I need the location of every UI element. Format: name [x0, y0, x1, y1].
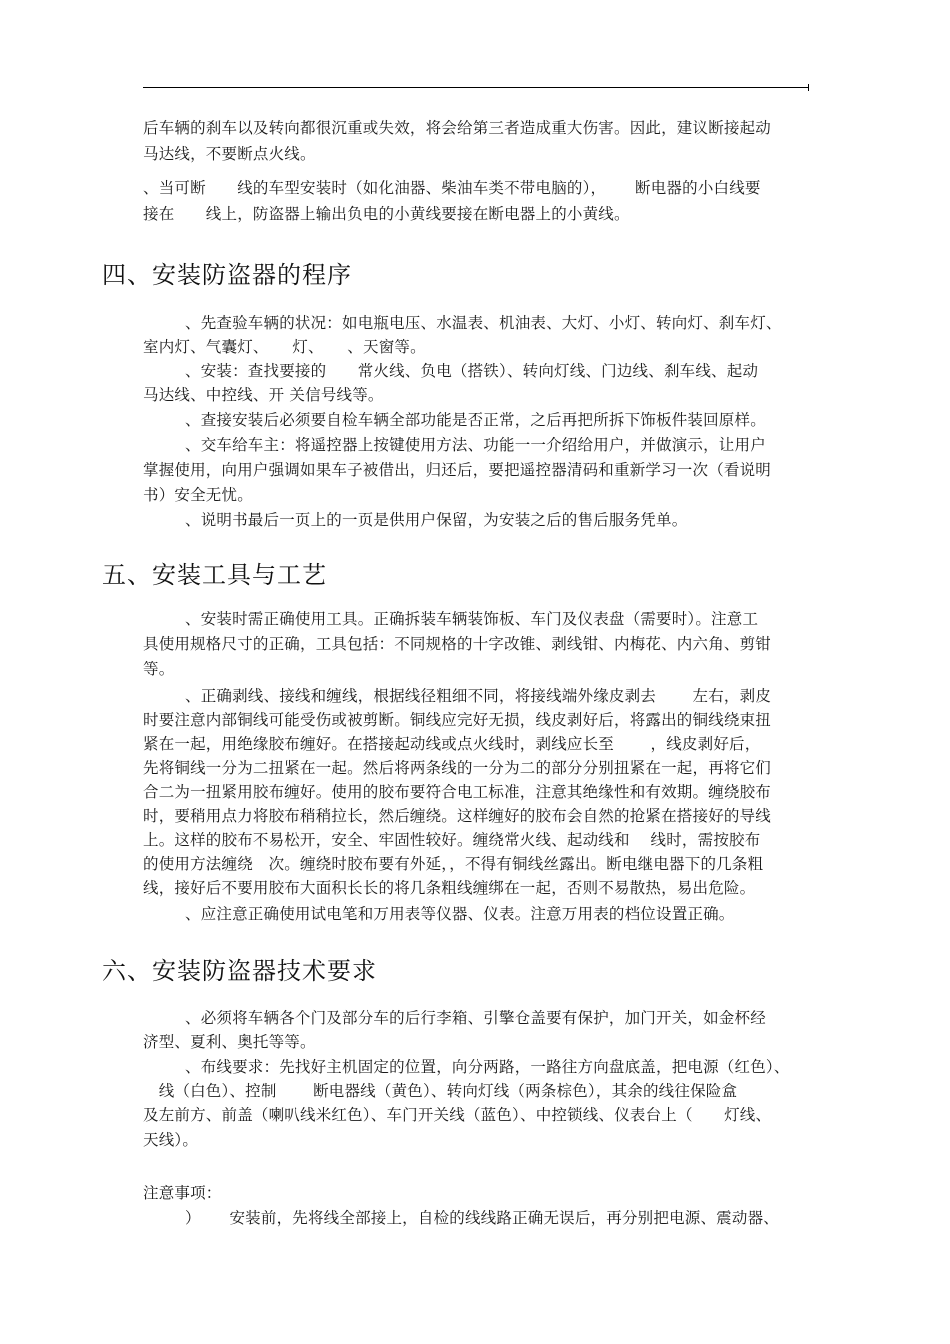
paragraph-line: 具使用规格尺寸的正确，工具包括：不同规格的十字改锥、剥线钳、内梅花、内六角、剪钳 [143, 635, 772, 653]
paragraph-line: 、应注意正确使用试电笔和万用表等仪器、仪表。注意万用表的档位设置正确。 [185, 905, 735, 923]
paragraph-line: 、先查验车辆的状况：如电瓶电压、水温表、机油表、大灯、小灯、转向灯、刹车灯、 [185, 314, 782, 332]
paragraph-line: 上。这样的胶布不易松开，安全、牢固性较好。缠绕常火线、起动线和 线时，需按胶布 [143, 831, 761, 849]
paragraph-line: 、布线要求：先找好主机固定的位置，向分两路，一路往方向盘底盖，把电源（红色）、 [185, 1058, 790, 1076]
paragraph-line: 室内灯、气囊灯、 灯、 、天窗等。 [143, 338, 426, 356]
paragraph-line: 掌握使用，向用户强调如果车子被借出，归还后，要把遥控器清码和重新学习一次（看说明 [143, 461, 772, 479]
paragraph-line: 紧在一起，用绝缘胶布缠好。在搭接起动线或点火线时，剥线应长至 ，线皮剥好后， [143, 735, 761, 753]
paragraph-line: 时要注意内部铜线可能受伤或被剪断。铜线应完好无损，线皮剥好后，将露出的铜线绕束扭 [143, 711, 772, 729]
paragraph-line: 、当可断 线的车型安装时（如化油器、柴油车类不带电脑的）， 断电器的小白线要 [143, 179, 761, 197]
paragraph-line: 、必须将车辆各个门及部分车的后行李箱、引擎仓盖要有保护，加门开关，如金杯经 [185, 1009, 766, 1027]
section-heading-4: 四、安装防盗器的程序 [102, 261, 352, 289]
paragraph-line: 、安装：查找要接的 常火线、负电（搭铁）、转向灯线、门边线、刹车线、起动 [185, 362, 759, 380]
paragraph-line: 等。 [143, 660, 175, 678]
paragraph-line: 及左前方、前盖（喇叭线米红色）、车门开关线（蓝色）、中控锁线、仪表台上（ 灯线、 [143, 1106, 772, 1124]
paragraph-line: 、交车给车主：将遥控器上按键使用方法、功能一一介绍给用户，并做演示，让用户 [185, 436, 766, 454]
paragraph-line: 、说明书最后一页上的一页是供用户保留，为安装之后的售后服务凭单。 [185, 511, 688, 529]
paragraph-line: 济型、夏利、奥托等等。 [143, 1033, 316, 1051]
paragraph-line: 后车辆的刹车以及转向都很沉重或失效，将会给第三者造成重大伤害。因此，建议断接起动 [143, 119, 772, 137]
header-rule [143, 87, 808, 88]
paragraph-line: 的使用方法缠绕 次。缠绕时胶布要有外延，，不得有铜线丝露出。断电继电器下的几条粗 [143, 855, 764, 873]
paragraph-line: 线，接好后不要用胶布大面积长长的将几条粗线缠绑在一起，否则不易散热，易出危险。 [143, 879, 756, 897]
paragraph-line: 时，要稍用点力将胶布稍稍拉长，然后缠绕。这样缠好的胶布会自然的抢紧在搭接好的导线 [143, 807, 772, 825]
paragraph-line: 、查接安装后必须要自检车辆全部功能是否正常，之后再把所拆下饰板件装回原样。 [185, 411, 766, 429]
paragraph-line: 马达线，不要断点火线。 [143, 145, 316, 163]
paragraph-line: 、安装时需正确使用工具。正确拆装车辆装饰板、车门及仪表盘（需要时）。注意工 [185, 610, 759, 628]
section-heading-6: 六、安装防盗器技术要求 [102, 957, 377, 985]
section-heading-5: 五、安装工具与工艺 [102, 561, 327, 589]
paragraph-line: 、正确剥线、接线和缠线，根据线径粗细不同，将接线端外缘皮剥去 左右，剥皮 [185, 687, 772, 705]
paragraph-line: 马达线、中控线、开 关信号线等。 [143, 386, 384, 404]
paragraph-line: 书）安全无忧。 [143, 486, 253, 504]
paragraph-line: 先将铜线一分为二扭紧在一起。然后将两条线的一分为二的部分分别扭紧在一起，再将它们 [143, 759, 772, 777]
paragraph-line: 线（白色）、控制 断电器线（黄色）、转向灯线（两条棕色），其余的线往保险盒 [143, 1082, 738, 1100]
paragraph-line: ） 安装前，先将线全部接上，自检的线线路正确无误后，再分别把电源、震动器、 [185, 1209, 779, 1227]
paragraph-line: 合二为一扭紧用胶布缠好。使用的胶布要符合电工标准，注意其绝缘性和有效期。缠绕胶布 [143, 783, 772, 801]
notes-title: 注意事项： [143, 1184, 222, 1202]
header-rule-tick [808, 84, 809, 91]
paragraph-line: 接在 线上，防盗器上输出负电的小黄线要接在断电器上的小黄线。 [143, 205, 630, 223]
paragraph-line: 天线）。 [143, 1131, 199, 1149]
